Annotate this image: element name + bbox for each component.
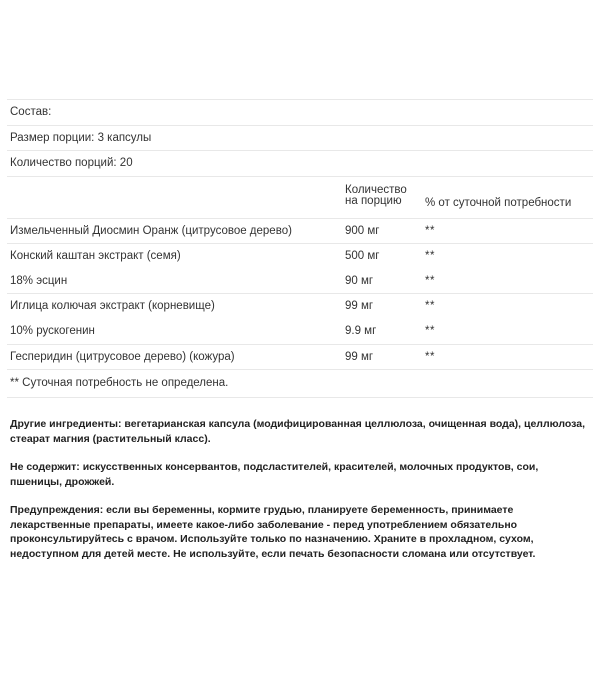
header-amount-line1: Количество	[345, 183, 407, 196]
supplement-facts-table	[7, 99, 593, 398]
label-notes	[7, 417, 593, 562]
composition-title: Состав:	[7, 100, 593, 126]
ingredient-name: Конский каштан экстракт (семя)	[7, 244, 341, 269]
ingredient-name: 18% эсцин	[10, 274, 68, 287]
ingredient-daily-value: **	[425, 325, 435, 338]
servings-per-container: Количество порций: 20	[7, 151, 593, 177]
table-row	[7, 344, 593, 370]
table-row-composition-title	[7, 100, 593, 126]
table-row	[7, 218, 593, 244]
table-row-sub-ingredient	[7, 269, 593, 294]
ingredient-daily-value: **	[421, 344, 593, 370]
ingredient-amount: 500 мг	[341, 244, 421, 269]
table-row-footnote	[7, 370, 593, 398]
ingredient-name: Иглица колючая экстракт (корневище)	[7, 294, 341, 319]
table-header-row	[7, 176, 593, 218]
ingredient-daily-value: **	[421, 218, 593, 244]
ingredient-amount: 99 мг	[341, 344, 421, 370]
supplement-facts-label	[0, 99, 600, 699]
ingredient-name: Измельченный Диосмин Оранж (цитрусовое дерево)	[7, 218, 341, 244]
header-amount-per-serving	[341, 176, 421, 218]
serving-size: Размер порции: 3 капсулы	[7, 125, 593, 151]
table-row-servings-per-container	[7, 151, 593, 177]
ingredient-name: Гесперидин (цитрусовое дерево) (кожура)	[7, 344, 341, 370]
ingredient-amount: 9.9 мг	[345, 325, 377, 338]
ingredient-amount: 90 мг	[345, 274, 374, 287]
header-daily-value: % от суточной потребности	[421, 176, 593, 218]
ingredient-daily-value: **	[421, 244, 593, 269]
table-row-serving-size	[7, 125, 593, 151]
ingredient-amount: 900 мг	[341, 218, 421, 244]
ingredient-amount: 99 мг	[341, 294, 421, 319]
ingredient-name: 10% рускогенин	[10, 325, 95, 338]
table-row-sub-ingredient	[7, 319, 593, 344]
warnings-note: Предупреждения: если вы беременны, кормите грудью, планируете беременность, принимаете лекарственные препараты, имеете какое-либо заболевание - перед употреблением обязательно проконсультируйтесь с врачом. Используйте только по назначению. Храните в прохладном, сухом, недоступном для детей месте. Не используйте, если печать безопасности сломана или отсутствует.	[10, 503, 536, 561]
free-from-note: Не содержит: искусственных консервантов, подсластителей, красителей, молочных продуктов, сои, пшеницы, дрожжей.	[10, 460, 539, 488]
header-amount-line2: на порцию	[345, 195, 402, 208]
ingredient-daily-value: **	[425, 274, 435, 287]
facts-table-body	[7, 100, 593, 398]
other-ingredients-note: Другие ингредиенты: вегетарианская капсула (модифицированная целлюлоза, очищенная вода), целлюлоза, стеарат магния (растительный класс).	[10, 418, 585, 445]
daily-value-footnote: ** Суточная потребность не определена.	[7, 370, 593, 398]
table-row	[7, 244, 593, 269]
table-row	[7, 294, 593, 319]
header-blank-cell	[7, 176, 341, 218]
ingredient-daily-value: **	[421, 294, 593, 319]
